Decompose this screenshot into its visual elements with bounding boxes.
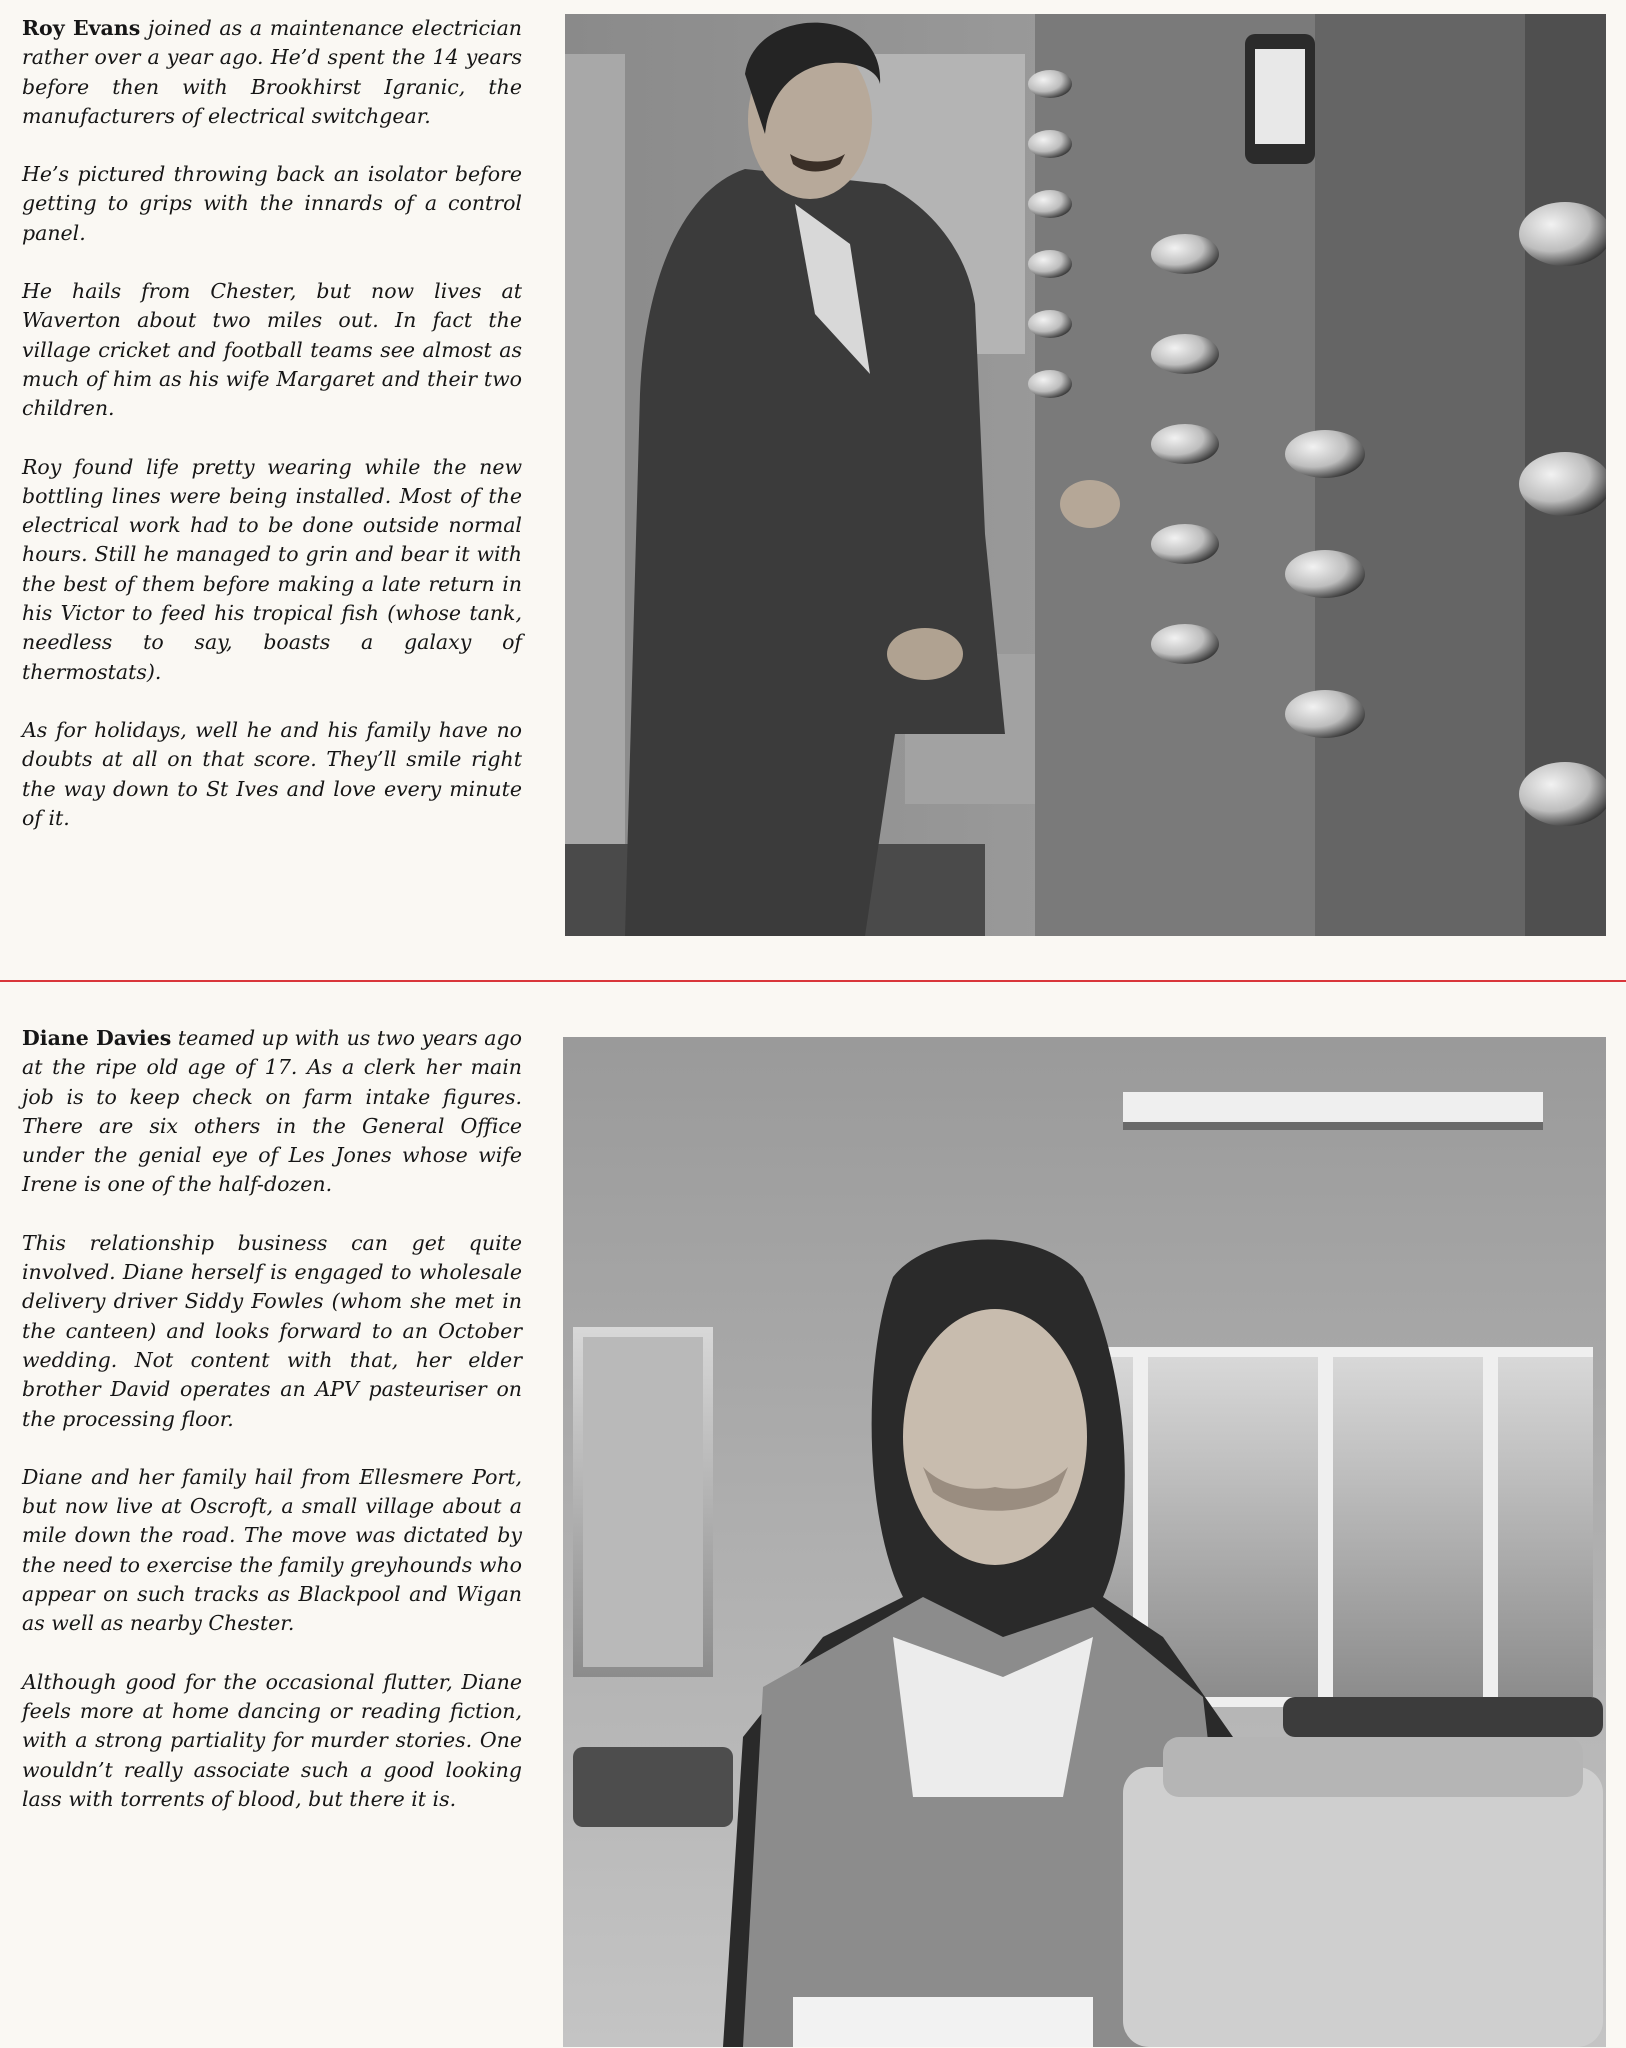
roy-paragraph-1-text: joined as a maintenance electrician rather over a year ago. He’d spent the 14 years before then with Brookhirst Igranic, the manufacturers of electrical switchgear. [22,16,522,128]
roy-paragraph-5: As for holidays, well he and his family have no doubts at all on that score. They’ll smile right the way down to St Ives and love every minute of it. [22,717,522,830]
roy-paragraph-3: He hails from Chester, but now lives at Waverton about two miles out. In fact the village cricket and football teams see almost as much of him as his wife Margaret and their two children. [22,279,522,421]
section-divider [0,980,1626,982]
diane-davies-name: Diane Davies [22,1026,172,1050]
diane-paragraph-1 [22,1024,522,1200]
roy-paragraph-2: He’s pictured throwing back an isolator before getting to grips with the innards of a control panel. [22,162,522,245]
roy-paragraph-1 [22,14,522,131]
diane-paragraph-2: This relationship business can get quite involved. Diane herself is engaged to wholesale delivery driver Siddy Fowles (whom she met in the canteen) and looks forward to an October wedding. Not content with that, her elder brother David operates an APV pasteuriser on the processing floor. [22,1230,522,1431]
diane-paragraph-4: Although good for the occasional flutter, Diane feels more at home dancing or reading fiction, with a strong partiality for murder stories. One wouldn’t really associate such a good looking lass with torrents of blood, but there it is. [22,1669,522,1811]
diane-paragraph-3: Diane and her family hail from Ellesmere Port, but now live at Oscroft, a small village about a mile down the road. The move was dictated by the need to exercise the family greyhounds who appear on such tracks as Blackpool and Wigan as well as nearby Chester. [22,1464,522,1636]
roy-paragraph-4: Roy found life pretty wearing while the new bottling lines were being installed. Most of the electrical work had to be done outside normal hours. Still he managed to grin and bear it with the best of them before making a late return in his Victor to feed his tropical fish (whose tank, needless to say, boasts a galaxy of thermostats). [22,454,522,684]
diane-davies-photo [563,1037,1606,2047]
roy-evans-name: Roy Evans [22,16,141,40]
diane-photo-illustration [563,1037,1606,2047]
roy-evans-photo [565,14,1606,936]
diane-paragraph-1-text: teamed up with us two years ago at the ripe old age of 17. As a clerk her main job is to keep check on farm intake figures. There are six others in the General Office under the genial eye of Les Jones whose wife Irene is one of the half-dozen. [22,1026,522,1197]
roy-evans-article [22,14,522,833]
diane-davies-article [22,1024,522,1814]
roy-photo-illustration [565,14,1606,936]
